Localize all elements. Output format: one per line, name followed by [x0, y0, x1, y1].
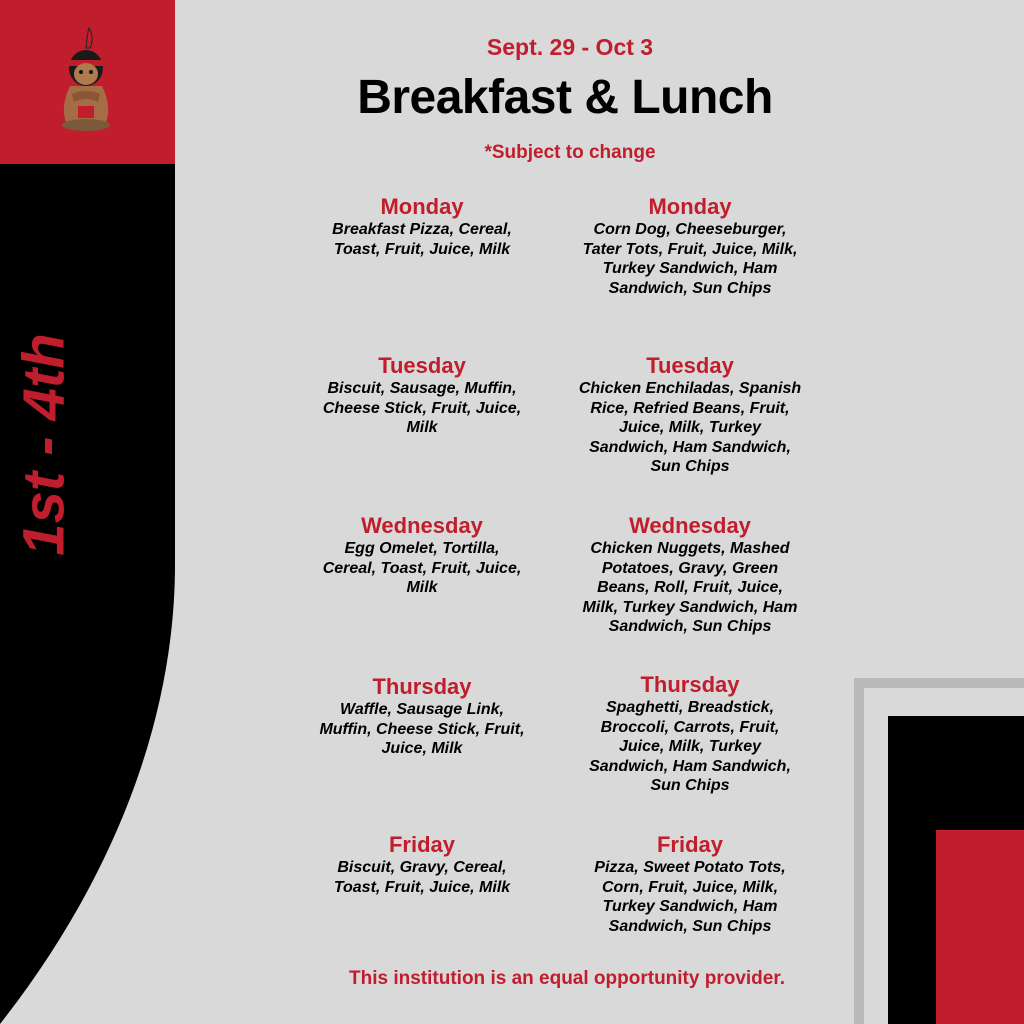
- menu-items: Chicken Enchiladas, Spanish Rice, Refried Beans, Fruit, Juice, Milk, Turkey Sandwich, Ham Sandwich, Sun Chips: [578, 380, 802, 475]
- menu-items: Corn Dog, Cheeseburger, Tater Tots, Fruit, Juice, Milk, Turkey Sandwich, Ham Sandwich, Sun Chips: [582, 221, 798, 297]
- lunch-friday: [578, 832, 802, 936]
- day-name: Thursday: [372, 674, 472, 699]
- menu-items: Biscuit, Sausage, Muffin, Cheese Stick, Fruit, Juice, Milk: [322, 380, 522, 436]
- day-name: Wednesday: [361, 513, 483, 538]
- lunch-thursday: [578, 672, 802, 796]
- grade-range-label-wrap: [0, 164, 175, 724]
- day-name: Monday: [648, 194, 732, 219]
- menu-items: Breakfast Pizza, Cereal, Toast, Fruit, Juice, Milk: [332, 221, 512, 258]
- menu-items: Biscuit, Gravy, Cereal, Toast, Fruit, Juice, Milk: [333, 859, 511, 896]
- breakfast-monday: [318, 194, 526, 259]
- day-name: Friday: [388, 832, 456, 857]
- lunch-tuesday: [578, 353, 802, 477]
- grade-range-label: 1st - 4th: [12, 332, 77, 556]
- menu-items: Spaghetti, Breadstick, Broccoli, Carrots, Fruit, Juice, Milk, Turkey Sandwich, Ham Sandwich, Sun Chips: [589, 699, 791, 794]
- menu-items: Egg Omelet, Tortilla, Cereal, Toast, Fruit, Juice, Milk: [322, 540, 522, 596]
- breakfast-thursday: [318, 674, 526, 759]
- breakfast-wednesday: [318, 513, 526, 598]
- day-name: Tuesday: [378, 353, 466, 378]
- lunch-wednesday: [578, 513, 802, 637]
- breakfast-tuesday: [318, 353, 526, 438]
- day-name: Wednesday: [629, 513, 751, 538]
- day-name: Tuesday: [646, 353, 734, 378]
- menu-items: Pizza, Sweet Potato Tots, Corn, Fruit, Juice, Milk, Turkey Sandwich, Ham Sandwich, Sun Chips: [594, 859, 786, 935]
- day-name: Thursday: [640, 672, 740, 697]
- subject-to-change-note: *Subject to change: [484, 142, 656, 163]
- equal-opportunity-note: This institution is an equal opportunity provider.: [349, 968, 785, 989]
- menu-items: Chicken Nuggets, Mashed Potatoes, Gravy, Green Beans, Roll, Fruit, Juice, Milk, Turkey Sandwich, Ham Sandwich, Sun Chips: [582, 540, 798, 635]
- day-name: Monday: [380, 194, 464, 219]
- corner-accent-red: [936, 830, 1024, 1024]
- mascot-logo: [56, 26, 116, 132]
- lunch-monday: [578, 194, 802, 298]
- page-title: Breakfast & Lunch: [357, 71, 773, 124]
- day-name: Friday: [656, 832, 724, 857]
- menu-dates: Sept. 29 - Oct 3: [486, 34, 654, 60]
- breakfast-friday: [318, 832, 526, 897]
- menu-items: Waffle, Sausage Link, Muffin, Cheese Stick, Fruit, Juice, Milk: [319, 701, 525, 757]
